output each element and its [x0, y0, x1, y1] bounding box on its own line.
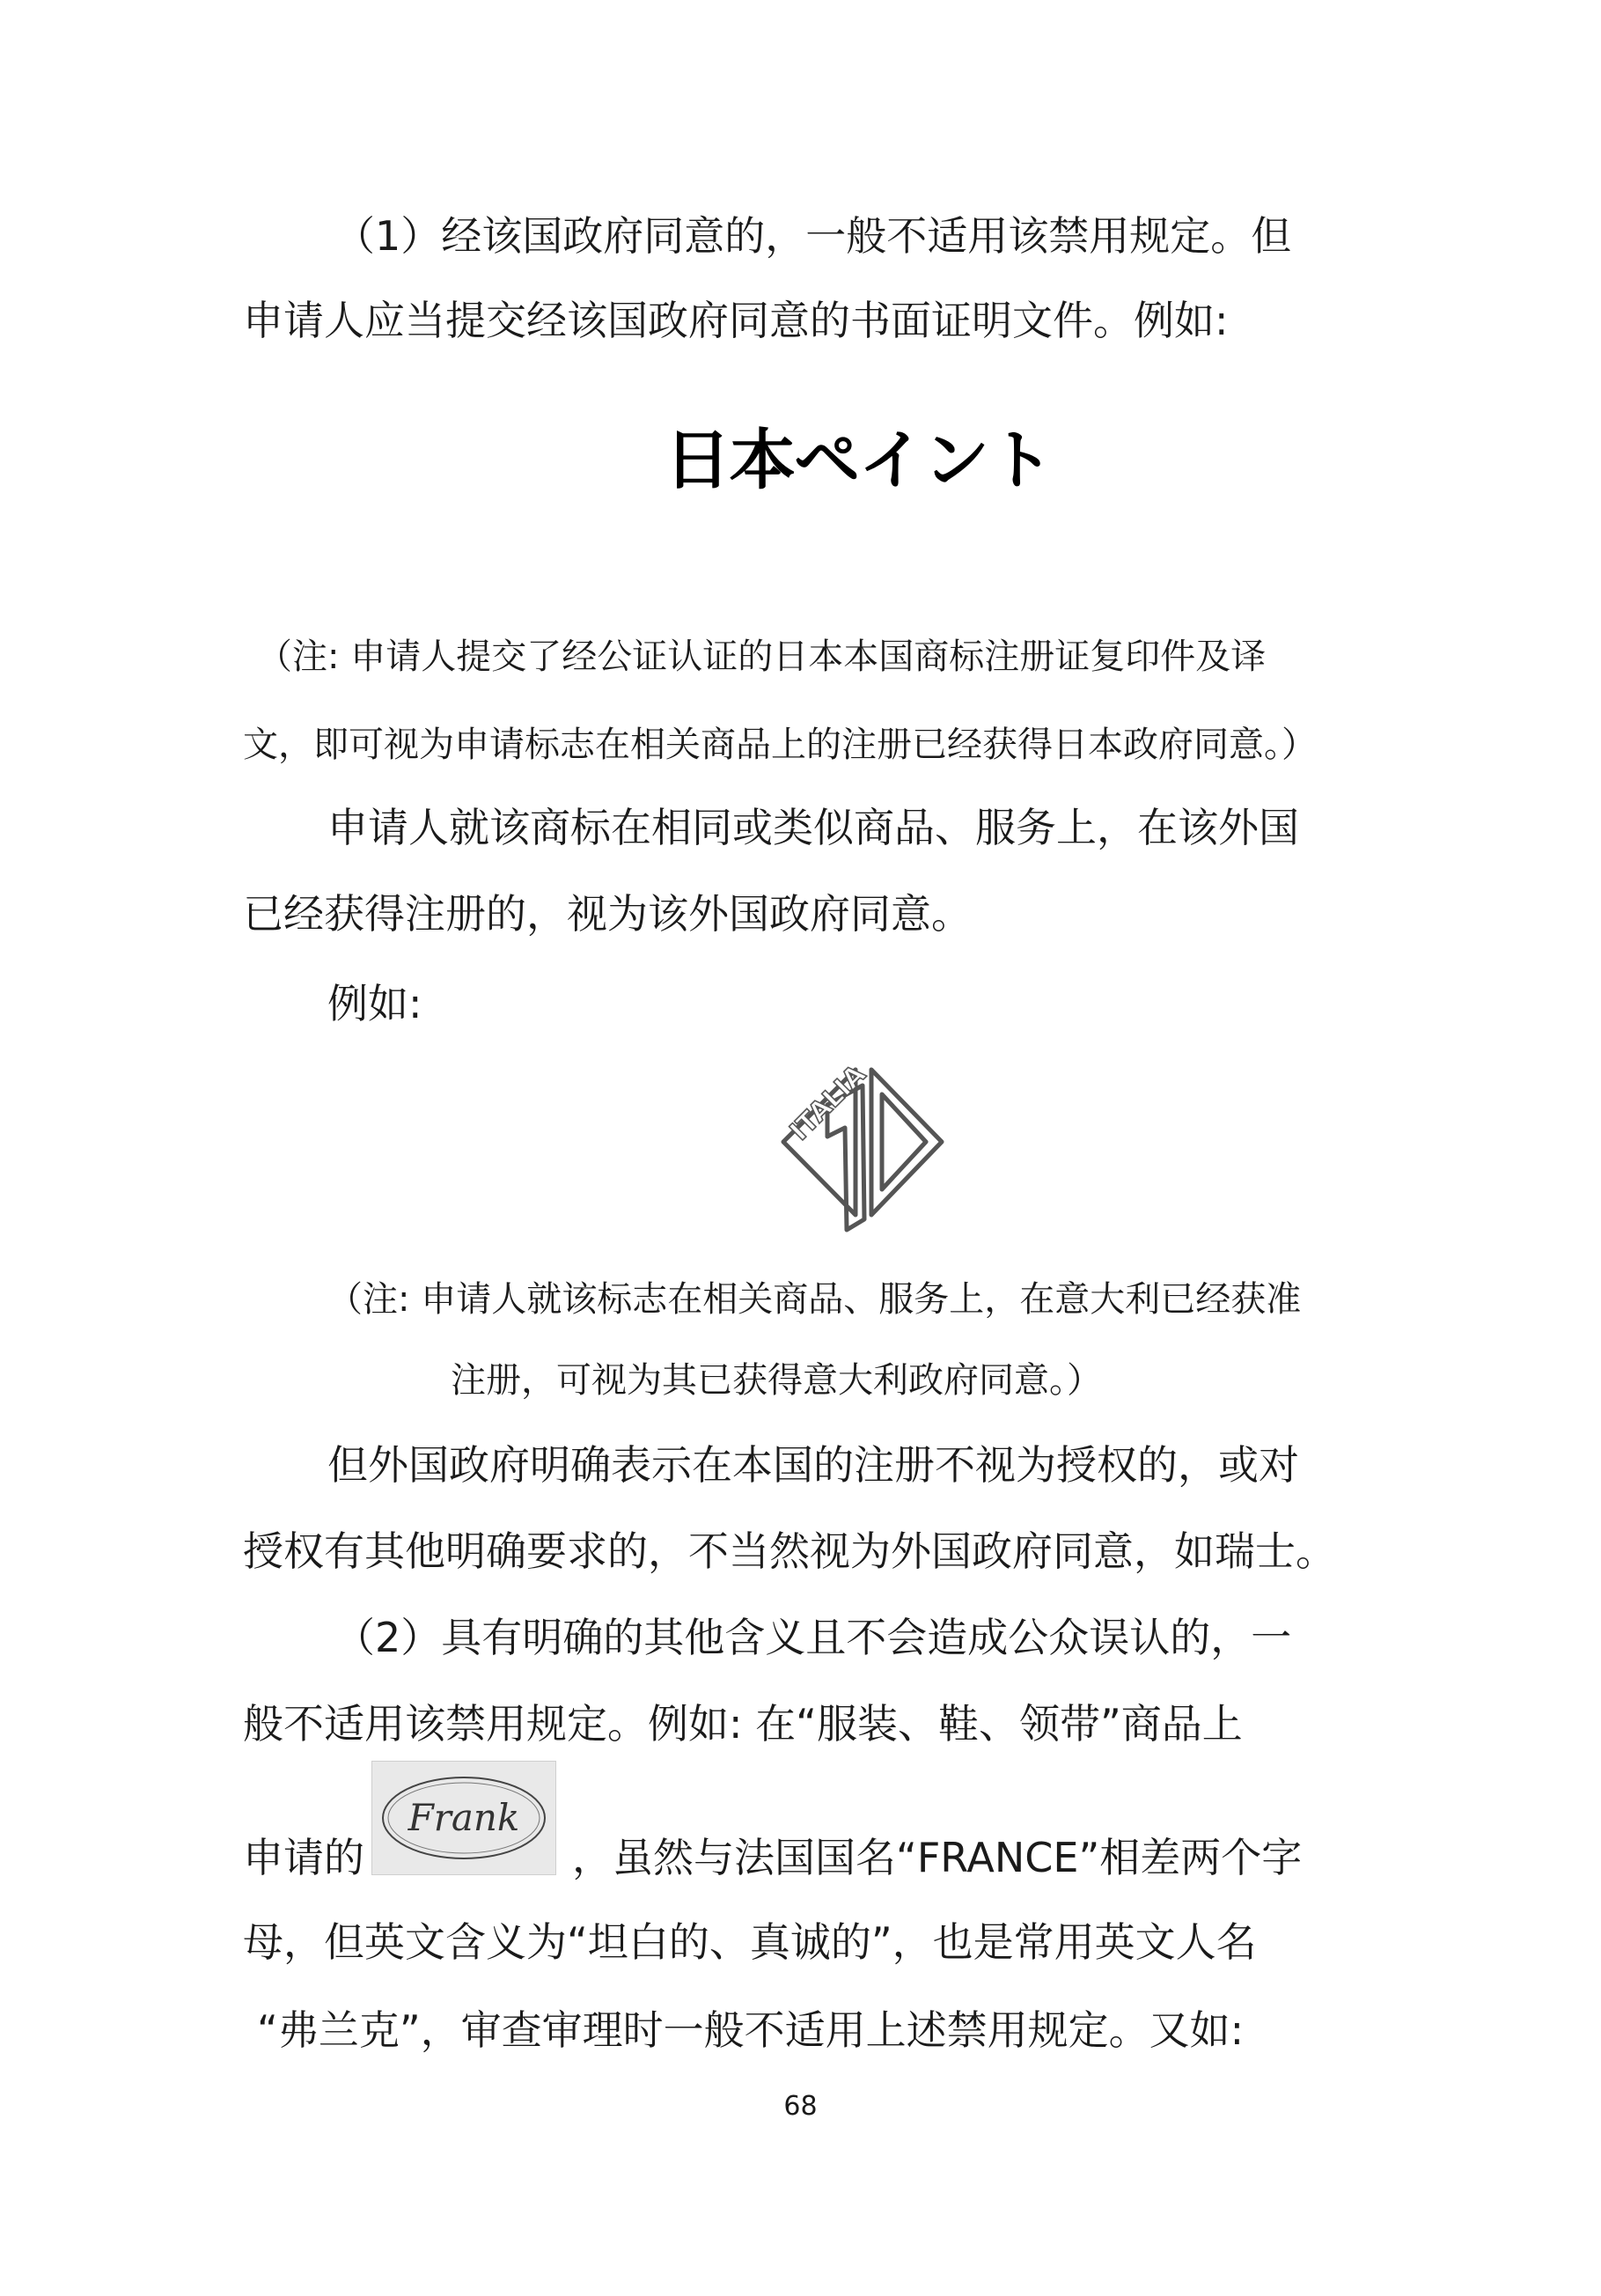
paragraph-4-line-1: 但外国政府明确表示在本国的注册不视为授权的，或对 — [327, 1441, 1299, 1489]
paragraph-5-line-1: （2）具有明确的其他含义且不会造成公众误认的，一 — [334, 1614, 1292, 1661]
paragraph-2-line-1: 申请人就该商标在相同或类似商品、服务上，在该外国 — [327, 804, 1299, 851]
italia-1-logo — [775, 1043, 951, 1241]
paragraph-5-line-5: “弗兰克”，审查审理时一般不适用上述禁用规定。又如: — [257, 2006, 1245, 2054]
note-1-line-2: 文，即可视为申请标志在相关商品上的注册已经获得日本政府同意。） — [243, 725, 1317, 765]
page-number: 68 — [783, 2091, 818, 2122]
paragraph-5-line-4: 母，但英文含义为“坦白的、真诚的”，也是常用英文人名 — [243, 1918, 1257, 1966]
paragraph-1-line-1: （1）经该国政府同意的，一般不适用该禁用规定。但 — [334, 212, 1292, 260]
paragraph-5-line-3-end: ，虽然与法国国名“FRANCE”相差两个字 — [572, 1834, 1303, 1881]
paragraph-3: 例如: — [327, 980, 422, 1027]
frank-logo-text: Frank — [408, 1796, 520, 1839]
italia-logo-text: ITALIA — [783, 1058, 872, 1147]
paragraph-1-line-2: 申请人应当提交经该国政府同意的书面证明文件。例如: — [243, 297, 1229, 344]
paragraph-2-line-2: 已经获得注册的，视为该外国政府同意。 — [243, 890, 972, 938]
note-1-line-1: （注: 申请人提交了经公证认证的日本本国商标注册证复印件及译 — [257, 637, 1267, 677]
paragraph-4-line-2: 授权有其他明确要求的，不当然视为外国政府同意，如瑞士。 — [243, 1527, 1336, 1575]
frank-trademark-image — [371, 1761, 556, 1875]
paragraph-5-line-3-start: 申请的 — [243, 1834, 364, 1881]
note-2-line-2: 注册，可视为其已获得意大利政府同意。） — [451, 1360, 1102, 1401]
nippon-paint-logo: 日本ペイント — [665, 423, 1053, 498]
paragraph-5-line-2: 般不适用该禁用规定。例如: 在“服装、鞋、领带”商品上 — [243, 1700, 1243, 1748]
note-2-line-1: （注: 申请人就该标志在相关商品、服务上，在意大利已经获准 — [327, 1279, 1302, 1320]
